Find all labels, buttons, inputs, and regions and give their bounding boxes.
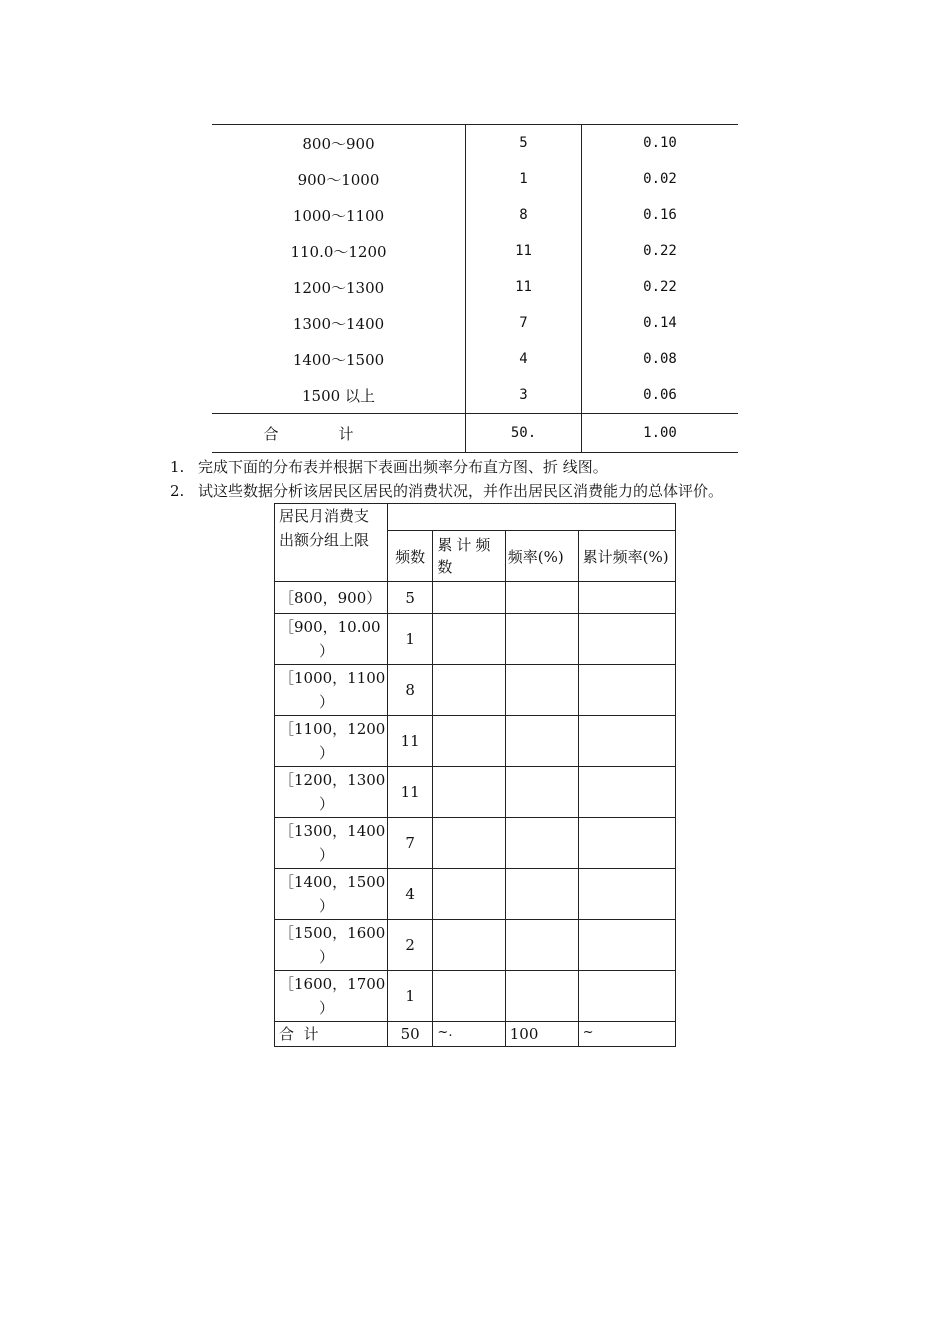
- freq-cell: 7: [387, 818, 433, 869]
- rate-cell: 0.06: [643, 387, 677, 403]
- cum-count-cell[interactable]: [433, 716, 505, 767]
- freq-cell: 11: [387, 767, 433, 818]
- cum-count-cell[interactable]: [433, 582, 505, 614]
- rate-cell: 0.16: [643, 207, 677, 223]
- range-text: ［900，10.00: [279, 618, 381, 636]
- freq-cell: 1: [387, 971, 433, 1022]
- table-row: [212, 269, 738, 305]
- range-cell: [275, 971, 388, 1022]
- question-number: 1.: [170, 458, 185, 476]
- distribution-table: [274, 503, 676, 1047]
- total-cum-rate: ~: [578, 1022, 675, 1047]
- range-cell: 1300～1400: [212, 305, 466, 341]
- rate-cell: 0.10: [582, 125, 739, 162]
- cum-rate-cell[interactable]: [578, 614, 675, 665]
- rate-cell: 0.22: [643, 243, 677, 259]
- range-cell: 800～900: [212, 125, 466, 162]
- cum-rate-cell[interactable]: [578, 920, 675, 971]
- rate-header: 频率(%): [505, 531, 578, 582]
- count-cell: 1: [466, 161, 582, 197]
- table-row: [275, 767, 676, 818]
- range-close: ）: [319, 795, 335, 813]
- range-cell: 1000～1100: [212, 197, 466, 233]
- total-label: 合 计: [275, 1022, 388, 1047]
- count-cell: 4: [466, 341, 582, 377]
- count-cell: 11: [466, 233, 582, 269]
- table-row: [275, 582, 676, 614]
- table-row: [212, 197, 738, 233]
- rate-cell[interactable]: [505, 767, 578, 818]
- range-text: ［1000，1100: [279, 669, 386, 687]
- cum-count-cell[interactable]: [433, 971, 505, 1022]
- freq-cell: 1: [387, 614, 433, 665]
- range-cell: [275, 582, 388, 614]
- question-1: [170, 455, 723, 479]
- total-count: 50.: [466, 414, 582, 453]
- cum-count-cell[interactable]: [433, 869, 505, 920]
- rate-cell: 0.14: [643, 315, 677, 331]
- question-number: 2.: [170, 482, 185, 500]
- cum-rate-header: 累计频率(%): [578, 531, 675, 582]
- cum-rate-cell[interactable]: [578, 869, 675, 920]
- range-close: ）: [319, 999, 335, 1017]
- rate-cell[interactable]: [505, 614, 578, 665]
- cum-rate-cell[interactable]: [578, 716, 675, 767]
- table-row: [275, 920, 676, 971]
- cum-rate-cell[interactable]: [578, 582, 675, 614]
- cum-rate-cell[interactable]: [578, 971, 675, 1022]
- range-close: ）: [319, 897, 335, 915]
- header-blank-cell: [387, 504, 675, 531]
- cum-count-cell[interactable]: [433, 818, 505, 869]
- cum-count-cell[interactable]: [433, 920, 505, 971]
- rate-cell[interactable]: [505, 716, 578, 767]
- range-close: ）: [319, 693, 335, 711]
- rate-cell[interactable]: [505, 818, 578, 869]
- count-cell: 7: [466, 305, 582, 341]
- range-text: ［1200，1300: [279, 771, 386, 789]
- group-header: [275, 504, 388, 582]
- table-row: [212, 161, 738, 197]
- table-row: [275, 716, 676, 767]
- freq-cell: 4: [387, 869, 433, 920]
- cum-rate-cell[interactable]: [578, 665, 675, 716]
- freq-cell: 8: [387, 665, 433, 716]
- total-rate: 100: [505, 1022, 578, 1047]
- total-row: [212, 414, 738, 453]
- range-close: ）: [319, 948, 335, 966]
- freq-cell: 5: [387, 582, 433, 614]
- range-text: ［1300，1400: [279, 822, 386, 840]
- header-row: [275, 504, 676, 531]
- rate-cell: 0.22: [643, 279, 677, 295]
- total-rate: 1.00: [582, 414, 739, 453]
- total-row: [275, 1022, 676, 1047]
- group-header-line1: 居民月消费支: [279, 507, 370, 525]
- cum-rate-cell[interactable]: [578, 818, 675, 869]
- group-header-line2: 出额分组上限: [279, 531, 370, 549]
- cum-count-cell[interactable]: [433, 665, 505, 716]
- rate-cell[interactable]: [505, 869, 578, 920]
- question-2: [170, 479, 723, 503]
- rate-cell[interactable]: [505, 665, 578, 716]
- count-cell: 3: [466, 377, 582, 414]
- total-cum-count: ~.: [433, 1022, 505, 1047]
- range-cell: [275, 767, 388, 818]
- freq-cell: 2: [387, 920, 433, 971]
- table-row: [275, 614, 676, 665]
- range-text: ［800，900）: [279, 588, 382, 607]
- table-row: [212, 305, 738, 341]
- cum-count-cell[interactable]: [433, 767, 505, 818]
- range-text: ［1600，1700: [279, 975, 386, 993]
- cum-count-header: 累计频数: [433, 531, 505, 582]
- count-cell: 11: [466, 269, 582, 305]
- rate-cell[interactable]: [505, 971, 578, 1022]
- freq-header: 频数: [387, 531, 433, 582]
- rate-cell: 0.08: [643, 351, 677, 367]
- table-row: [212, 125, 738, 162]
- frequency-table: [212, 124, 738, 453]
- table-row: [275, 665, 676, 716]
- range-text: ［1100，1200: [279, 720, 386, 738]
- table-row: [212, 233, 738, 269]
- range-cell: [275, 818, 388, 869]
- rate-cell[interactable]: [505, 582, 578, 614]
- count-cell: 8: [466, 197, 582, 233]
- total-label: 合计: [212, 414, 466, 453]
- range-cell: 900～1000: [212, 161, 466, 197]
- range-cell: [275, 614, 388, 665]
- range-cell: [275, 665, 388, 716]
- table-row: [212, 341, 738, 377]
- range-cell: [275, 869, 388, 920]
- range-cell: 1200～1300: [212, 269, 466, 305]
- freq-cell: 11: [387, 716, 433, 767]
- range-cell: [275, 920, 388, 971]
- table-row: [275, 818, 676, 869]
- cum-rate-cell[interactable]: [578, 767, 675, 818]
- rate-cell: 0.02: [643, 171, 677, 187]
- range-text: ［1500，1600: [279, 924, 386, 942]
- range-cell: 1400～1500: [212, 341, 466, 377]
- range-text: ［1400，1500: [279, 873, 386, 891]
- range-close: ）: [319, 846, 335, 864]
- range-cell: [275, 716, 388, 767]
- range-close: ）: [319, 744, 335, 762]
- cum-count-cell[interactable]: [433, 614, 505, 665]
- range-close: ）: [319, 642, 335, 660]
- table-row: [275, 869, 676, 920]
- range-cell: 1500 以上: [212, 377, 466, 414]
- table-row: [212, 377, 738, 414]
- question-text: 完成下面的分布表并根据下表画出频率分布直方图、折 线图。: [198, 458, 608, 476]
- rate-cell[interactable]: [505, 920, 578, 971]
- range-cell: 110.0～1200: [212, 233, 466, 269]
- question-text: 试这些数据分析该居民区居民的消费状况，并作出居民区消费能力的总体评价。: [198, 482, 724, 500]
- table-row: [275, 971, 676, 1022]
- count-cell: 5: [466, 125, 582, 162]
- questions: [170, 455, 723, 503]
- total-freq: 50: [387, 1022, 433, 1047]
